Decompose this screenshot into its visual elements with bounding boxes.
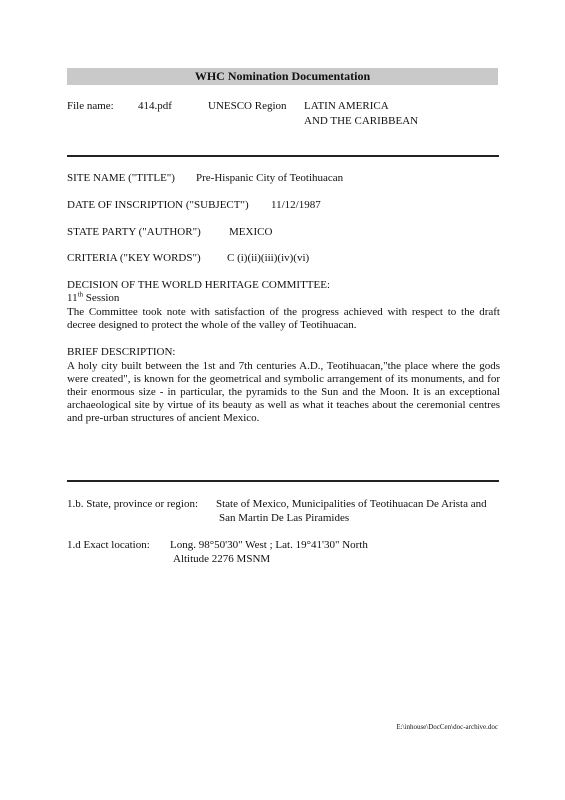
file-name-label: File name: [67,100,114,112]
site-name-label: SITE NAME ("TITLE") [67,172,175,184]
section-divider [67,480,499,482]
site-name-value: Pre-Hispanic City of Teotihuacan [196,172,344,184]
unesco-region-label: UNESCO Region [208,100,287,112]
exact-location-value-line1: Long. 98°50'30" West ; Lat. 19°41'30" North [170,539,368,551]
criteria-value: C (i)(ii)(iii)(iv)(vi) [227,252,310,264]
brief-description-heading: BRIEF DESCRIPTION: [67,346,176,358]
state-party-label: STATE PARTY ("AUTHOR") [67,226,201,238]
footer-file-path: E:\inhouse\DocCen\doc-archive.doc [396,723,498,731]
state-province-value-line2: San Martin De Las Piramides [219,512,350,524]
document-title-bar [67,68,498,85]
session-word: Session [83,292,120,304]
document-title: WHC Nomination Documentation [194,69,371,83]
criteria-label: CRITERIA ("KEY WORDS") [67,252,201,264]
file-name-value: 414.pdf [138,100,172,112]
date-of-inscription-label: DATE OF INSCRIPTION ("SUBJECT") [67,199,249,211]
state-province-value-line1: State of Mexico, Municipalities of Teotihuacan De Arista and [216,498,487,510]
state-province-label: 1.b. State, province or region: [67,498,199,510]
decision-heading: DECISION OF THE WORLD HERITAGE COMMITTEE: [67,279,331,291]
decision-text: The Committee took note with satisfaction of the progress achieved with respect to the draft decree designed to protect the whole of the valley of Teotihuacan. [67,306,500,331]
state-party-value: MEXICO [229,226,273,238]
session-ordinal: th [77,290,84,299]
date-of-inscription-value: 11/12/1987 [271,199,321,211]
unesco-region-value-line2: AND THE CARIBBEAN [304,115,419,127]
brief-description-text: A holy city built between the 1st and 7th centuries A.D., Teotihuacan,"the place where the gods were created", is known for the geometrical and symbolic arrangement of its monuments, and for their enormous size - in particular, the pyramids to the Sun and the Moon. It is an exceptional archaeological site by virtue of its beauty as well as what it teaches about the ceremonial centres and pre-urban structures of ancient Mexico. [67,360,500,424]
session-line [67,292,119,305]
unesco-region-value-line1: LATIN AMERICA [304,100,389,112]
section-divider [67,155,499,157]
session-number: 11 [67,292,78,304]
exact-location-value-line2: Altitude 2276 MSNM [173,553,271,565]
exact-location-label: 1.d Exact location: [67,539,150,551]
